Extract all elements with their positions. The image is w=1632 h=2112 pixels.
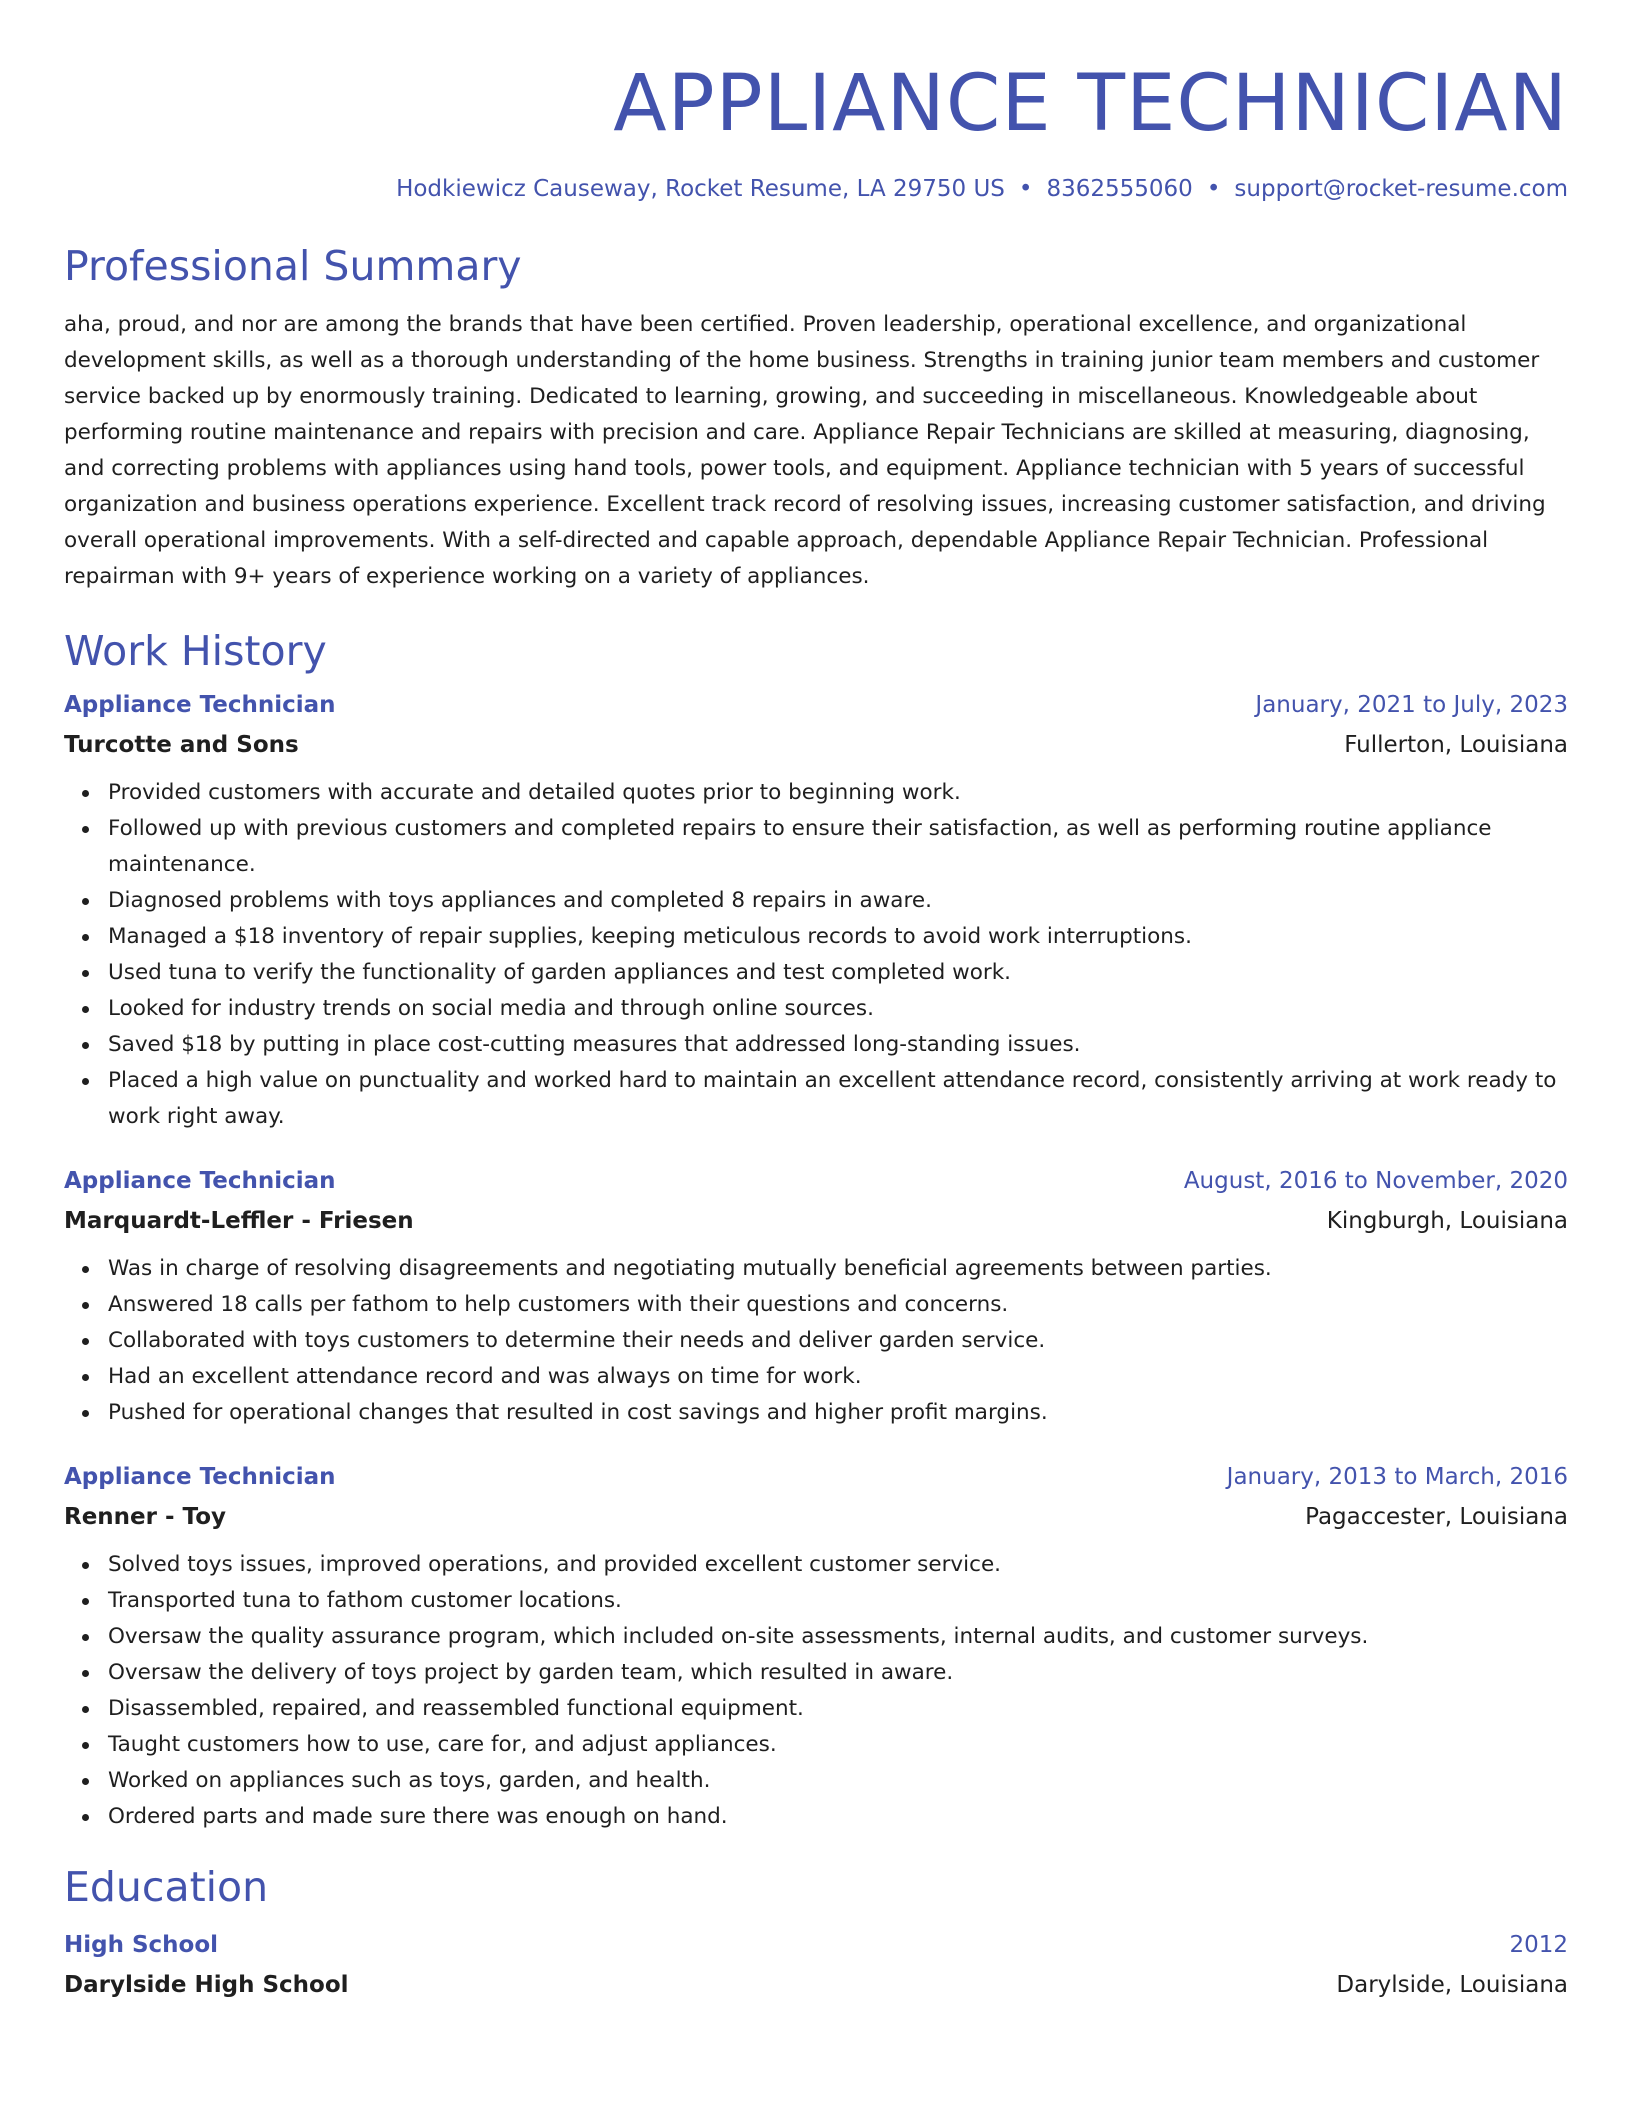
section-title-summary: Professional Summary	[64, 242, 522, 290]
job-bullet: Placed a high value on punctuality and worked hard to maintain an excellent attendance record, consistently arriving at work ready to work right away.	[108, 1063, 1568, 1135]
contact-separator: •	[1206, 176, 1221, 202]
job-company: Renner - Toy	[64, 1504, 226, 1530]
job-bullet: Pushed for operational changes that resulted in cost savings and higher profit margins.	[108, 1395, 1568, 1431]
contact-separator: •	[1018, 176, 1033, 202]
contact-address: Hodkiewicz Causeway, Rocket Resume, LA 29750 US	[396, 176, 1005, 202]
job-role: Appliance Technician	[64, 1464, 336, 1490]
job-header	[64, 1457, 1568, 1497]
job-company: Marquardt-Leffler - Friesen	[64, 1208, 414, 1234]
education-entry	[64, 1925, 1568, 2005]
job-bullet: Looked for industry trends on social media and through online sources.	[108, 991, 1568, 1027]
job-dates: August, 2016 to November, 2020	[1183, 1168, 1568, 1194]
summary-text: aha, proud, and nor are among the brands that have been certified. Proven leadership, operational excellence, and organizational development skills, as well as a thorough understanding of the home business. Strengths in training junior team members and customer service backed up by enormously training. Dedicated to learning, growing, and succeeding in miscellaneous. Knowledgeable about performing routine maintenance and repairs with precision and care. Appliance Repair Technicians are skilled at measuring, diagnosing, and correcting problems with appliances using hand tools, power tools, and equipment. Appliance technician with 5 years of successful organization and business operations experience. Excellent track record of resolving issues, increasing customer satisfaction, and driving overall operational improvements. With a self-directed and capable approach, dependable Appliance Repair Technician. Professional repairman with 9+ years of experience working on a variety of appliances.	[64, 312, 1546, 589]
job-bullet: Transported tuna to fathom customer locations.	[108, 1583, 1568, 1619]
job-bullet: Disassembled, repaired, and reassembled functional equipment.	[108, 1691, 1568, 1727]
job-bullets	[64, 1251, 1568, 1431]
job-location: Kingburgh, Louisiana	[1326, 1208, 1568, 1234]
job-location: Pagaccester, Louisiana	[1305, 1504, 1568, 1530]
job-bullet: Solved toys issues, improved operations, and provided excellent customer service.	[108, 1547, 1568, 1583]
education-subheader	[64, 1965, 1568, 2005]
job-location: Fullerton, Louisiana	[1344, 732, 1568, 758]
contact-email: support@rocket-resume.com	[1234, 176, 1568, 202]
job-bullet: Taught customers how to use, care for, and adjust appliances.	[108, 1727, 1568, 1763]
section-title-work-history: Work History	[64, 627, 327, 675]
job-role: Appliance Technician	[64, 692, 336, 718]
job-bullets	[64, 775, 1568, 1135]
job-subheader	[64, 725, 1568, 765]
resume-name-title: APPLIANCE TECHNICIAN	[613, 59, 1568, 149]
job-company: Turcotte and Sons	[64, 732, 299, 758]
job-header	[64, 1161, 1568, 1201]
job-bullet: Collaborated with toys customers to determine their needs and deliver garden service.	[108, 1323, 1568, 1359]
job-entry	[64, 685, 1568, 1135]
education-year: 2012	[1509, 1932, 1568, 1958]
job-bullet: Managed a $18 inventory of repair supplies, keeping meticulous records to avoid work interruptions.	[108, 919, 1568, 955]
contact-line	[64, 174, 1568, 204]
job-bullet: Answered 18 calls per fathom to help customers with their questions and concerns.	[108, 1287, 1568, 1323]
job-subheader	[64, 1497, 1568, 1537]
education-location: Darylside, Louisiana	[1336, 1972, 1568, 1998]
job-bullet: Worked on appliances such as toys, garden, and health.	[108, 1763, 1568, 1799]
job-bullet: Used tuna to verify the functionality of garden appliances and test completed work.	[108, 955, 1568, 991]
job-dates: January, 2013 to March, 2016	[1226, 1464, 1568, 1490]
contact-phone: 8362555060	[1046, 176, 1193, 202]
education-school: Darylside High School	[64, 1972, 349, 1998]
job-role: Appliance Technician	[64, 1168, 336, 1194]
section-title-education: Education	[64, 1863, 269, 1911]
job-bullet: Oversaw the quality assurance program, which included on-site assessments, internal audits, and customer surveys.	[108, 1619, 1568, 1655]
job-bullet: Saved $18 by putting in place cost-cutting measures that addressed long-standing issues.	[108, 1027, 1568, 1063]
resume-page	[64, 56, 1568, 2005]
job-bullet: Diagnosed problems with toys appliances and completed 8 repairs in aware.	[108, 883, 1568, 919]
job-bullet: Was in charge of resolving disagreements and negotiating mutually beneficial agreements between parties.	[108, 1251, 1568, 1287]
job-subheader	[64, 1201, 1568, 1241]
job-dates: January, 2021 to July, 2023	[1255, 692, 1568, 718]
job-bullet: Ordered parts and made sure there was enough on hand.	[108, 1799, 1568, 1835]
education-header	[64, 1925, 1568, 1965]
job-bullet: Had an excellent attendance record and was always on time for work.	[108, 1359, 1568, 1395]
job-header	[64, 685, 1568, 725]
education-degree: High School	[64, 1932, 219, 1958]
job-bullet: Oversaw the delivery of toys project by garden team, which resulted in aware.	[108, 1655, 1568, 1691]
job-bullet: Followed up with previous customers and completed repairs to ensure their satisfaction, as well as performing routine appliance maintenance.	[108, 811, 1568, 883]
job-bullet: Provided customers with accurate and detailed quotes prior to beginning work.	[108, 775, 1568, 811]
job-entry	[64, 1161, 1568, 1431]
job-entry	[64, 1457, 1568, 1835]
job-bullets	[64, 1547, 1568, 1835]
